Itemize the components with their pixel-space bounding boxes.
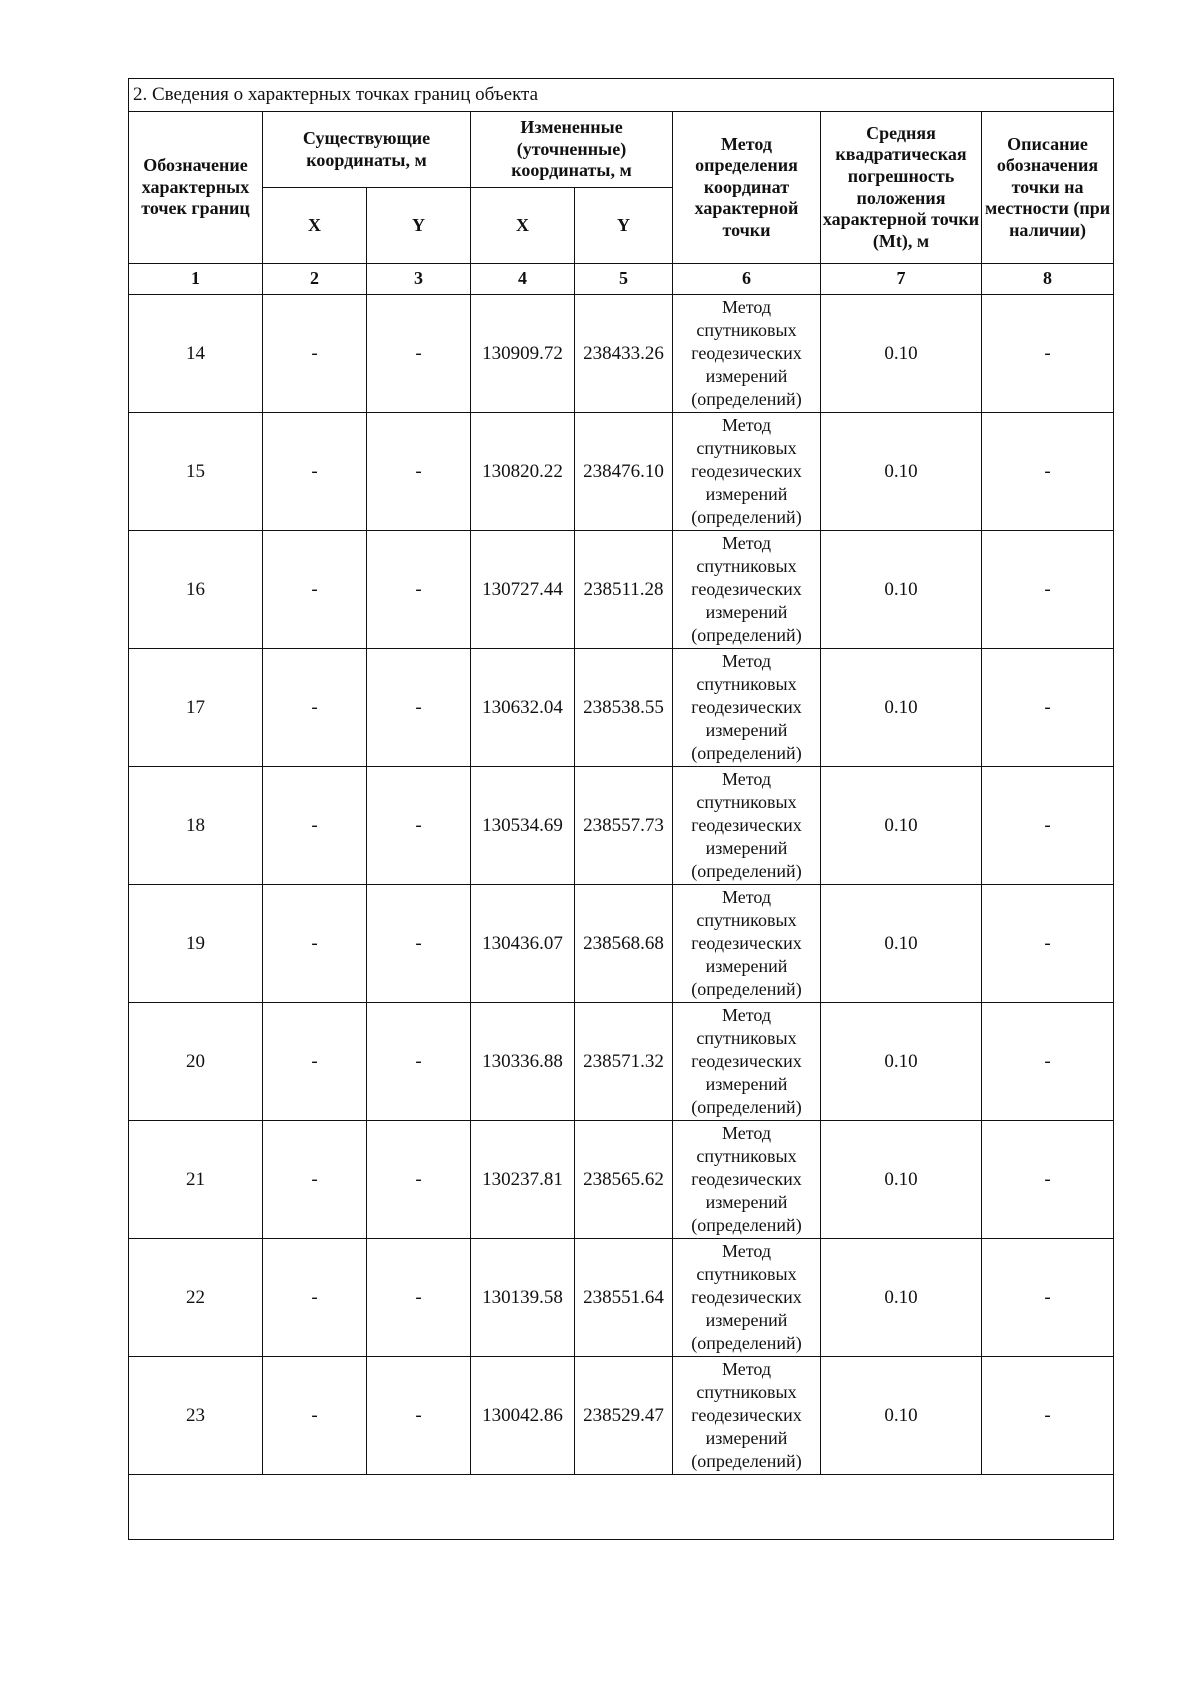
- point-cell: 16: [129, 531, 263, 649]
- changed-x-cell: 130909.72: [471, 295, 575, 413]
- existing-y-cell: -: [367, 295, 471, 413]
- changed-y-cell: 238568.68: [575, 885, 673, 1003]
- changed-x-cell: 130436.07: [471, 885, 575, 1003]
- table-row: [129, 295, 1114, 413]
- changed-y-cell: 238565.62: [575, 1121, 673, 1239]
- header-existing-x: X: [263, 188, 367, 264]
- table-row: [129, 1121, 1114, 1239]
- existing-x-cell: -: [263, 413, 367, 531]
- header-method: Метод определения координат характерной точки: [673, 112, 821, 264]
- accuracy-cell: 0.10: [821, 295, 982, 413]
- changed-y-cell: 238557.73: [575, 767, 673, 885]
- header-existing-y: Y: [367, 188, 471, 264]
- header-description: Описание обозначения точки на местности (при наличии): [982, 112, 1114, 264]
- changed-x-cell: 130139.58: [471, 1239, 575, 1357]
- changed-y-cell: 238551.64: [575, 1239, 673, 1357]
- header-changed-x: X: [471, 188, 575, 264]
- existing-x-cell: -: [263, 1357, 367, 1475]
- changed-y-cell: 238511.28: [575, 531, 673, 649]
- existing-y-cell: -: [367, 885, 471, 1003]
- existing-y-cell: -: [367, 649, 471, 767]
- empty-footer-row: [129, 1475, 1114, 1540]
- existing-y-cell: -: [367, 413, 471, 531]
- description-cell: -: [982, 1003, 1114, 1121]
- existing-y-cell: -: [367, 1239, 471, 1357]
- point-cell: 21: [129, 1121, 263, 1239]
- table-row: [129, 885, 1114, 1003]
- existing-x-cell: -: [263, 531, 367, 649]
- method-cell: Метод спутниковых геодезических измерений (определений): [673, 767, 821, 885]
- accuracy-cell: 0.10: [821, 885, 982, 1003]
- table-row: [129, 531, 1114, 649]
- method-cell: Метод спутниковых геодезических измерений (определений): [673, 413, 821, 531]
- column-number-row: [129, 264, 1114, 295]
- method-cell: Метод спутниковых геодезических измерений (определений): [673, 1003, 821, 1121]
- changed-x-cell: 130820.22: [471, 413, 575, 531]
- existing-x-cell: -: [263, 1121, 367, 1239]
- header-existing-coordinates: Существующие координаты, м: [263, 112, 471, 188]
- changed-y-cell: 238571.32: [575, 1003, 673, 1121]
- changed-x-cell: 130237.81: [471, 1121, 575, 1239]
- existing-x-cell: -: [263, 649, 367, 767]
- column-number: 7: [821, 264, 982, 295]
- changed-x-cell: 130336.88: [471, 1003, 575, 1121]
- accuracy-cell: 0.10: [821, 767, 982, 885]
- existing-y-cell: -: [367, 1357, 471, 1475]
- boundary-points-table: [128, 78, 1114, 1540]
- column-number: 2: [263, 264, 367, 295]
- point-cell: 19: [129, 885, 263, 1003]
- existing-y-cell: -: [367, 767, 471, 885]
- document-page: [128, 78, 1113, 1540]
- existing-x-cell: -: [263, 295, 367, 413]
- header-row-top: [129, 112, 1114, 188]
- changed-y-cell: 238433.26: [575, 295, 673, 413]
- header-accuracy: Средняя квадратическая погрешность положения характерной точки (Mt), м: [821, 112, 982, 264]
- changed-x-cell: 130534.69: [471, 767, 575, 885]
- header-changed-y: Y: [575, 188, 673, 264]
- table-row: [129, 649, 1114, 767]
- section-title-row: [129, 79, 1114, 112]
- table-row: [129, 1003, 1114, 1121]
- accuracy-cell: 0.10: [821, 413, 982, 531]
- column-number: 3: [367, 264, 471, 295]
- accuracy-cell: 0.10: [821, 1357, 982, 1475]
- existing-x-cell: -: [263, 885, 367, 1003]
- description-cell: -: [982, 1239, 1114, 1357]
- changed-y-cell: 238529.47: [575, 1357, 673, 1475]
- point-cell: 18: [129, 767, 263, 885]
- point-cell: 17: [129, 649, 263, 767]
- method-cell: Метод спутниковых геодезических измерений (определений): [673, 649, 821, 767]
- existing-x-cell: -: [263, 767, 367, 885]
- column-number: 1: [129, 264, 263, 295]
- point-cell: 14: [129, 295, 263, 413]
- accuracy-cell: 0.10: [821, 531, 982, 649]
- existing-x-cell: -: [263, 1239, 367, 1357]
- table-row: [129, 413, 1114, 531]
- existing-x-cell: -: [263, 1003, 367, 1121]
- existing-y-cell: -: [367, 1121, 471, 1239]
- method-cell: Метод спутниковых геодезических измерений (определений): [673, 1239, 821, 1357]
- method-cell: Метод спутниковых геодезических измерений (определений): [673, 885, 821, 1003]
- point-cell: 22: [129, 1239, 263, 1357]
- accuracy-cell: 0.10: [821, 1121, 982, 1239]
- accuracy-cell: 0.10: [821, 649, 982, 767]
- column-number: 5: [575, 264, 673, 295]
- empty-footer-cell: [129, 1475, 1114, 1540]
- method-cell: Метод спутниковых геодезических измерений (определений): [673, 1357, 821, 1475]
- table-row: [129, 1239, 1114, 1357]
- table-body: [129, 295, 1114, 1475]
- column-number: 8: [982, 264, 1114, 295]
- description-cell: -: [982, 1121, 1114, 1239]
- header-point-designation: Обозначение характерных точек границ: [129, 112, 263, 264]
- point-cell: 23: [129, 1357, 263, 1475]
- changed-y-cell: 238538.55: [575, 649, 673, 767]
- changed-x-cell: 130727.44: [471, 531, 575, 649]
- point-cell: 20: [129, 1003, 263, 1121]
- method-cell: Метод спутниковых геодезических измерений (определений): [673, 295, 821, 413]
- table-row: [129, 767, 1114, 885]
- accuracy-cell: 0.10: [821, 1239, 982, 1357]
- section-title: 2. Сведения о характерных точках границ объекта: [129, 79, 1114, 112]
- description-cell: -: [982, 767, 1114, 885]
- description-cell: -: [982, 295, 1114, 413]
- column-number: 4: [471, 264, 575, 295]
- method-cell: Метод спутниковых геодезических измерений (определений): [673, 1121, 821, 1239]
- description-cell: -: [982, 649, 1114, 767]
- changed-y-cell: 238476.10: [575, 413, 673, 531]
- header-changed-coordinates: Измененные (уточненные) координаты, м: [471, 112, 673, 188]
- table-row: [129, 1357, 1114, 1475]
- method-cell: Метод спутниковых геодезических измерений (определений): [673, 531, 821, 649]
- changed-x-cell: 130042.86: [471, 1357, 575, 1475]
- description-cell: -: [982, 1357, 1114, 1475]
- changed-x-cell: 130632.04: [471, 649, 575, 767]
- description-cell: -: [982, 885, 1114, 1003]
- existing-y-cell: -: [367, 1003, 471, 1121]
- existing-y-cell: -: [367, 531, 471, 649]
- accuracy-cell: 0.10: [821, 1003, 982, 1121]
- description-cell: -: [982, 531, 1114, 649]
- description-cell: -: [982, 413, 1114, 531]
- point-cell: 15: [129, 413, 263, 531]
- column-number: 6: [673, 264, 821, 295]
